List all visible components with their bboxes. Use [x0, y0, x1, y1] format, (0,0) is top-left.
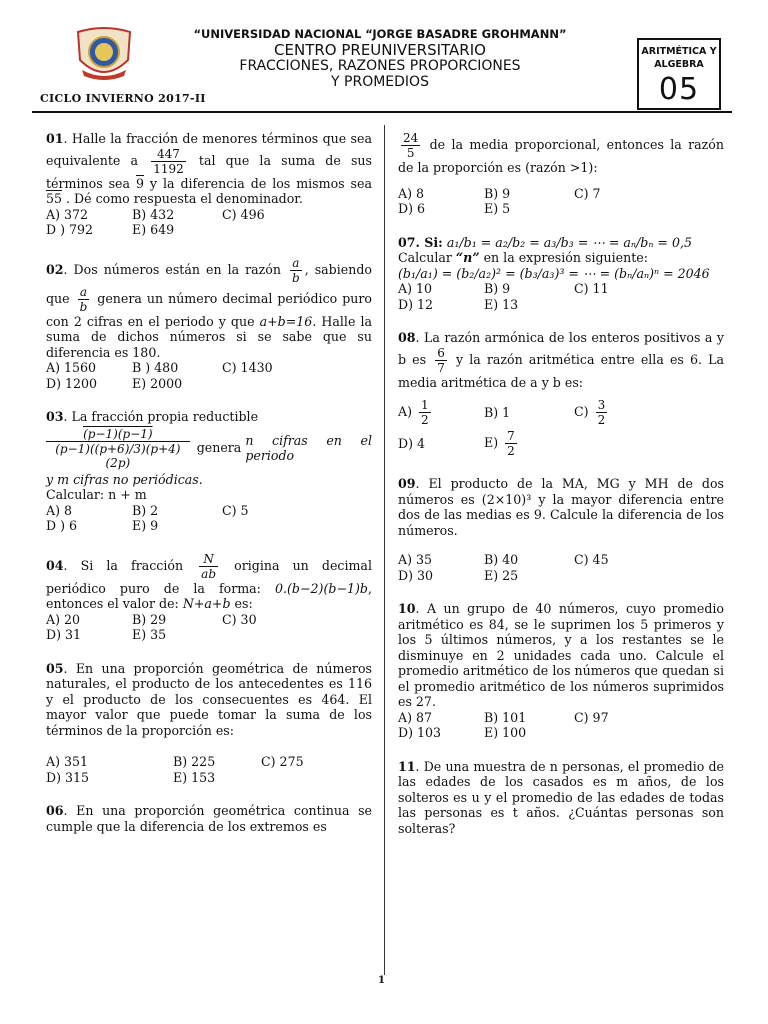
- subject-box: [637, 38, 721, 110]
- periodic-decimal: 0.(b−2)(b−1)b: [275, 580, 368, 596]
- sheet-number: 05: [658, 72, 700, 107]
- right-column: [398, 131, 724, 836]
- options-02: A) 1560 B ) 480 C) 1430 D) 1200 E) 2000: [46, 360, 273, 391]
- multiple-9: 9: [135, 175, 144, 191]
- question-11: 11. De una muestra de n personas, el promedio de las edades de los casados es m años, de los solteros es u y el promedio de las edades de todas las personas es t años. ¿Cuántas personas son solteras?: [398, 758, 724, 836]
- question-10: 10. A un grupo de 40 números, cuyo promedio aritmético es 84, se le suprimen los 5 primeros y los 5 últimos números, y a los restantes se le disminuye en 2 unidades cada uno. Calcule el promedio aritmético de los números que quedan si el promedio aritmético de los números suprimidos es 27.: [398, 601, 724, 709]
- options-03: A) 8 B) 2 C) 5 D ) 6 E) 9: [46, 502, 249, 533]
- options-04: A) 20 B) 29 C) 30 D) 31 E) 35: [46, 611, 257, 642]
- power-chain: (b₁/a₁) = (b₂/a₂)² = (b₃/a₃)³ = ⋯ = (bₙ/aₙ)ⁿ = 2046: [398, 265, 710, 281]
- ratio-chain: a₁/b₁ = a₂/b₂ = a₃/b₃ = ⋯ = aₙ/bₙ = 0,5: [446, 234, 693, 250]
- question-05: 05. En una proporción geométrica de números naturales, el producto de los antecedentes es 116 y el producto de los consecuentes es 464. El mayor valor que puede tomar la suma de los términos de la proporción es:: [46, 660, 372, 738]
- question-09: 09. El producto de la MA, MG y MH de dos números es (2×10)³ y la mayor diferencia entre dos de las medias es 9. Calcule la diferencia de los números.: [398, 476, 724, 538]
- cycle-label: CICLO INVIERNO 2017-II: [40, 92, 206, 105]
- options-09: A) 35 B) 40 C) 45 D) 30 E) 25: [398, 552, 609, 583]
- question-06: 06. En una proporción geométrica continua se cumple que la diferencia de los extremos es: [46, 803, 372, 834]
- topic-line-2: Y PROMEDIOS: [331, 74, 429, 90]
- reducible-fraction: $\frac{(p-1)(p-1)}{(p-1)((p+6)/3)(p+4)(2p)}$: [46, 427, 190, 470]
- question-04: 04. Si la fracción $\frac{N}{ab}$ origina un decimal periódico puro de la forma: 0.(b−2)(b−1)b, entonces el valor de: N+a+b es:: [46, 551, 372, 611]
- header-rule: [32, 111, 732, 113]
- options-05: A) 351 B) 225 C) 275 D) 315 E) 153: [46, 754, 304, 785]
- question-02: 02. Dos números están en la razón $\frac{a}{b}$ , sabiendo que $\frac{a}{b}$ genera un número decimal periódico puro con 2 cifras en el periodo y que a+b=16. Halle la suma de dichos números si se sabe que su diferencia es 180.: [46, 255, 373, 360]
- page-number: 1: [378, 975, 385, 986]
- university-name: “UNIVERSIDAD NACIONAL “JORGE BASADRE GROHMANN”: [193, 27, 567, 41]
- options-06: A) 8 B) 9 C) 7 D) 6 E) 5: [398, 185, 601, 216]
- question-01: 01. Halle la fracción de menores términos que sea equivalente a $\frac{447}{1192}$ tal que la suma de sus términos sea 9 y la diferencia de los mismos sea 55 . Dé como respuesta el denominador.: [46, 131, 372, 206]
- options-08: A) $\frac{1}{2}$ B) 1 C) $\frac{3}{2}$ D) 4 E) $\frac{7}{2}$: [398, 398, 606, 458]
- page-header: [0, 0, 768, 118]
- question-03: 03. La fracción propia reductible $\frac{(p-1)(p-1)}{(p-1)((p+6)/3)(p+4)(2p)}$ genera n cifras en el periodo y m cifras no periódicas. Calcular: n + m: [46, 409, 372, 502]
- options-10: A) 87 B) 101 C) 97 D) 103 E) 100: [398, 709, 609, 740]
- subject-label: ARITMÉTICA Y ALGEBRA: [641, 46, 717, 70]
- column-divider: [384, 125, 385, 975]
- university-crest-icon: [72, 26, 136, 82]
- question-08: 08. La razón armónica de los enteros positivos a y b es $\frac{6}{7}$ y la razón aritmética entre ella es 6. La media aritmética de a y b es:: [398, 330, 724, 390]
- question-07: 07. Si: a₁/b₁ = a₂/b₂ = a₃/b₃ = ⋯ = aₙ/bₙ = 0,5 Calcular “n” en la expresión siguiente: (b₁/a₁) = (b₂/a₂)² = (b₃/a₃)³ = ⋯ = (bₙ/aₙ)ⁿ = 2046: [398, 234, 710, 281]
- options-07: A) 10 B) 9 C) 11 D) 12 E) 13: [398, 281, 609, 312]
- center-name: CENTRO PREUNIVERSITARIO: [274, 41, 486, 59]
- multiple-55: 55: [46, 191, 63, 206]
- question-06-cont: $\frac{24}{5}$ de la media proporcional, entonces la razón de la proporción es (razón >1):: [398, 131, 724, 175]
- topic-line-1: FRACCIONES, RAZONES PROPORCIONES: [239, 58, 521, 74]
- fraction-447-1192: $\frac{447}{1192}$: [153, 146, 184, 176]
- options-01: A) 372 B) 432 C) 496 D ) 792 E) 649: [46, 206, 265, 237]
- left-column: [46, 131, 372, 834]
